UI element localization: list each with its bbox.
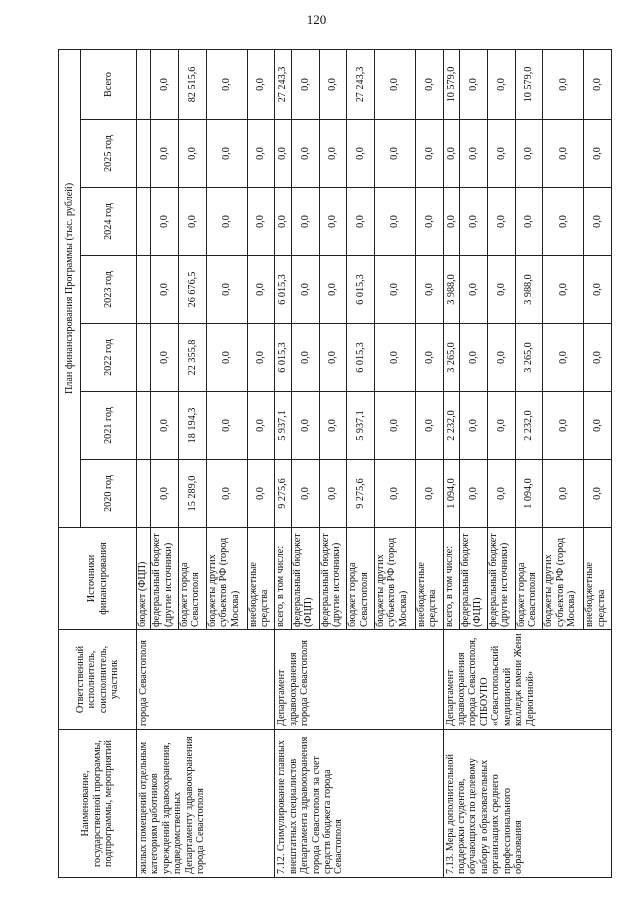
value-cell: 0,0 <box>151 256 179 324</box>
responsible-executor: Департамент здравоохранения города Севастополя, СПБОУПО «Севастопольский медицинский колледж имени Жени Дерюгиной» <box>443 630 611 730</box>
value-cell: 0,0 <box>206 120 247 188</box>
table-row <box>137 49 151 877</box>
value-total: 0,0 <box>206 49 247 119</box>
value-cell: 0,0 <box>319 120 347 188</box>
funding-source: федеральный бюджет (другие источники) <box>319 528 347 630</box>
value-cell: 6 015,3 <box>275 256 292 324</box>
value-cell: 0,0 <box>443 188 460 256</box>
funding-source: бюджет города Севастополя <box>347 528 375 630</box>
value-cell: 6 015,3 <box>275 324 292 392</box>
value-cell: 0,0 <box>584 120 612 188</box>
financing-plan-table <box>58 49 612 878</box>
responsible-executor: Департамент здравоохранения города Севастополя <box>275 630 443 730</box>
value-cell: 3 988,0 <box>443 256 460 324</box>
value-cell: 0,0 <box>515 120 543 188</box>
value-cell: 6 015,3 <box>347 324 375 392</box>
value-cell: 0,0 <box>543 120 584 188</box>
value-cell: 0,0 <box>584 324 612 392</box>
value-cell <box>137 392 151 460</box>
value-cell: 0,0 <box>319 256 347 324</box>
value-cell: 0,0 <box>151 460 179 528</box>
value-cell: 0,0 <box>247 324 275 392</box>
value-cell: 0,0 <box>460 188 488 256</box>
page-number: 120 <box>306 12 327 27</box>
value-cell: 0,0 <box>415 324 443 392</box>
value-cell: 2 232,0 <box>515 392 543 460</box>
funding-source: бюджет города Севастополя <box>515 528 543 630</box>
value-cell: 1 094,0 <box>443 460 460 528</box>
value-cell: 5 937,1 <box>347 392 375 460</box>
value-cell: 0,0 <box>375 392 416 460</box>
value-cell: 9 275,6 <box>275 460 292 528</box>
value-cell: 0,0 <box>179 188 207 256</box>
value-cell: 0,0 <box>460 256 488 324</box>
table-row <box>443 49 460 877</box>
value-total: 82 515,6 <box>179 49 207 119</box>
value-cell: 0,0 <box>375 460 416 528</box>
value-cell: 0,0 <box>275 188 292 256</box>
funding-source: федеральный бюджет (ФЦП) <box>460 528 488 630</box>
value-cell: 0,0 <box>584 256 612 324</box>
value-cell: 6 015,3 <box>347 256 375 324</box>
value-cell: 0,0 <box>292 256 320 324</box>
value-cell: 0,0 <box>487 120 515 188</box>
funding-source: всего, в том числе: <box>275 528 292 630</box>
value-cell: 0,0 <box>487 188 515 256</box>
value-cell: 0,0 <box>487 392 515 460</box>
value-total: 0,0 <box>415 49 443 119</box>
value-cell: 0,0 <box>206 460 247 528</box>
measure-name: жилых помещений отдельным категориям работников учреждений здравоохранения, подведомственных Департаменту здравоохранения города Севастополя <box>137 730 275 878</box>
header-total: Всего <box>81 49 137 119</box>
value-cell: 0,0 <box>460 324 488 392</box>
funding-source: бюджеты других субъектов РФ (город Москва) <box>375 528 416 630</box>
value-cell: 0,0 <box>543 324 584 392</box>
value-total: 0,0 <box>543 49 584 119</box>
funding-source: бюджеты других субъектов РФ (город Москва) <box>206 528 247 630</box>
value-cell: 0,0 <box>319 324 347 392</box>
table-row <box>275 49 292 877</box>
value-cell: 0,0 <box>275 120 292 188</box>
value-cell <box>137 256 151 324</box>
funding-source: федеральный бюджет (другие источники) <box>151 528 179 630</box>
value-total: 10 579,0 <box>515 49 543 119</box>
header-sources: Источники финансирования <box>59 528 137 630</box>
funding-source: федеральный бюджет (другие источники) <box>487 528 515 630</box>
value-cell: 0,0 <box>179 120 207 188</box>
value-cell: 0,0 <box>543 256 584 324</box>
header-year-2025: 2025 год <box>81 120 137 188</box>
value-cell: 0,0 <box>319 392 347 460</box>
value-cell: 0,0 <box>543 460 584 528</box>
header-year-2021: 2021 год <box>81 392 137 460</box>
value-cell: 15 289,0 <box>179 460 207 528</box>
value-cell: 0,0 <box>415 460 443 528</box>
funding-source: бюджет города Севастополя <box>179 528 207 630</box>
value-cell: 0,0 <box>206 392 247 460</box>
responsible-executor: города Севастополя <box>137 630 275 730</box>
value-cell: 3 265,0 <box>515 324 543 392</box>
value-total <box>137 49 151 119</box>
value-cell: 0,0 <box>247 392 275 460</box>
funding-source: бюджеты других субъектов РФ (город Москва) <box>543 528 584 630</box>
value-cell: 0,0 <box>151 324 179 392</box>
value-cell: 0,0 <box>247 188 275 256</box>
value-total: 0,0 <box>151 49 179 119</box>
value-cell: 0,0 <box>151 392 179 460</box>
value-cell: 0,0 <box>515 188 543 256</box>
value-total: 0,0 <box>319 49 347 119</box>
value-cell: 0,0 <box>247 256 275 324</box>
header-year-2020: 2020 год <box>81 460 137 528</box>
value-cell: 0,0 <box>319 460 347 528</box>
funding-source: федеральный бюджет (ФЦП) <box>292 528 320 630</box>
value-cell: 0,0 <box>151 120 179 188</box>
value-cell: 0,0 <box>460 120 488 188</box>
value-cell: 0,0 <box>292 120 320 188</box>
value-cell: 0,0 <box>487 256 515 324</box>
value-cell: 0,0 <box>415 188 443 256</box>
value-cell: 0,0 <box>292 324 320 392</box>
header-year-2024: 2024 год <box>81 188 137 256</box>
value-total: 10 579,0 <box>443 49 460 119</box>
value-cell: 0,0 <box>460 460 488 528</box>
funding-source: внебюджетные средства <box>415 528 443 630</box>
value-cell: 26 676,5 <box>179 256 207 324</box>
value-total: 0,0 <box>460 49 488 119</box>
value-cell: 0,0 <box>347 120 375 188</box>
funding-source: бюджет (ФЦП) <box>137 528 151 630</box>
header-name: Наименование, государственной программы, подпрограммы, мероприятий <box>59 730 137 878</box>
value-cell: 0,0 <box>319 188 347 256</box>
rotated-table-wrapper <box>58 50 612 878</box>
value-cell: 0,0 <box>292 188 320 256</box>
value-cell: 0,0 <box>347 188 375 256</box>
value-cell <box>137 188 151 256</box>
value-cell: 0,0 <box>292 460 320 528</box>
value-cell: 0,0 <box>247 120 275 188</box>
value-cell: 0,0 <box>415 120 443 188</box>
value-cell: 0,0 <box>543 188 584 256</box>
value-total: 0,0 <box>584 49 612 119</box>
value-cell: 0,0 <box>375 324 416 392</box>
value-cell: 3 988,0 <box>515 256 543 324</box>
value-cell: 0,0 <box>375 188 416 256</box>
measure-name: 7.12. Стимулирование главных внештатных специалистов Департамента здравоохранения города Севастополя за счет средств бюджета города Севастополя <box>275 730 443 878</box>
value-total: 0,0 <box>487 49 515 119</box>
table-body <box>137 49 612 877</box>
value-cell <box>137 460 151 528</box>
value-cell: 0,0 <box>584 460 612 528</box>
header-year-2023: 2023 год <box>81 256 137 324</box>
funding-source: внебюджетные средства <box>247 528 275 630</box>
funding-source: всего, в том числе: <box>443 528 460 630</box>
funding-source: внебюджетные средства <box>584 528 612 630</box>
header-year-2022: 2022 год <box>81 324 137 392</box>
value-cell: 0,0 <box>460 392 488 460</box>
value-cell: 5 937,1 <box>275 392 292 460</box>
value-cell: 1 094,0 <box>515 460 543 528</box>
value-cell <box>137 120 151 188</box>
value-cell: 0,0 <box>375 256 416 324</box>
value-total: 27 243,3 <box>275 49 292 119</box>
value-cell: 22 355,8 <box>179 324 207 392</box>
header-responsible: Ответственный исполнитель, соисполнитель, участник <box>59 630 137 730</box>
value-total: 27 243,3 <box>347 49 375 119</box>
value-cell: 0,0 <box>247 460 275 528</box>
value-cell: 0,0 <box>206 256 247 324</box>
value-cell: 9 275,6 <box>347 460 375 528</box>
value-cell: 0,0 <box>206 324 247 392</box>
value-cell: 2 232,0 <box>443 392 460 460</box>
value-cell: 0,0 <box>206 188 247 256</box>
value-cell <box>137 324 151 392</box>
value-cell: 0,0 <box>543 392 584 460</box>
value-total: 0,0 <box>292 49 320 119</box>
value-cell: 3 265,0 <box>443 324 460 392</box>
value-cell: 0,0 <box>151 188 179 256</box>
measure-name: 7.13. Мера дополнительной поддержки студентов, обучающихся по целевому набору в образовательных организациях среднего профессионального образования <box>443 730 611 878</box>
value-cell: 0,0 <box>487 324 515 392</box>
value-cell: 18 194,3 <box>179 392 207 460</box>
value-total: 0,0 <box>375 49 416 119</box>
value-cell: 0,0 <box>584 392 612 460</box>
value-total: 0,0 <box>247 49 275 119</box>
value-cell: 0,0 <box>443 120 460 188</box>
header-plan: План финансирования Программы (тыс. рублей) <box>59 49 81 527</box>
value-cell: 0,0 <box>415 392 443 460</box>
value-cell: 0,0 <box>584 188 612 256</box>
value-cell: 0,0 <box>375 120 416 188</box>
value-cell: 0,0 <box>487 460 515 528</box>
value-cell: 0,0 <box>415 256 443 324</box>
value-cell: 0,0 <box>292 392 320 460</box>
